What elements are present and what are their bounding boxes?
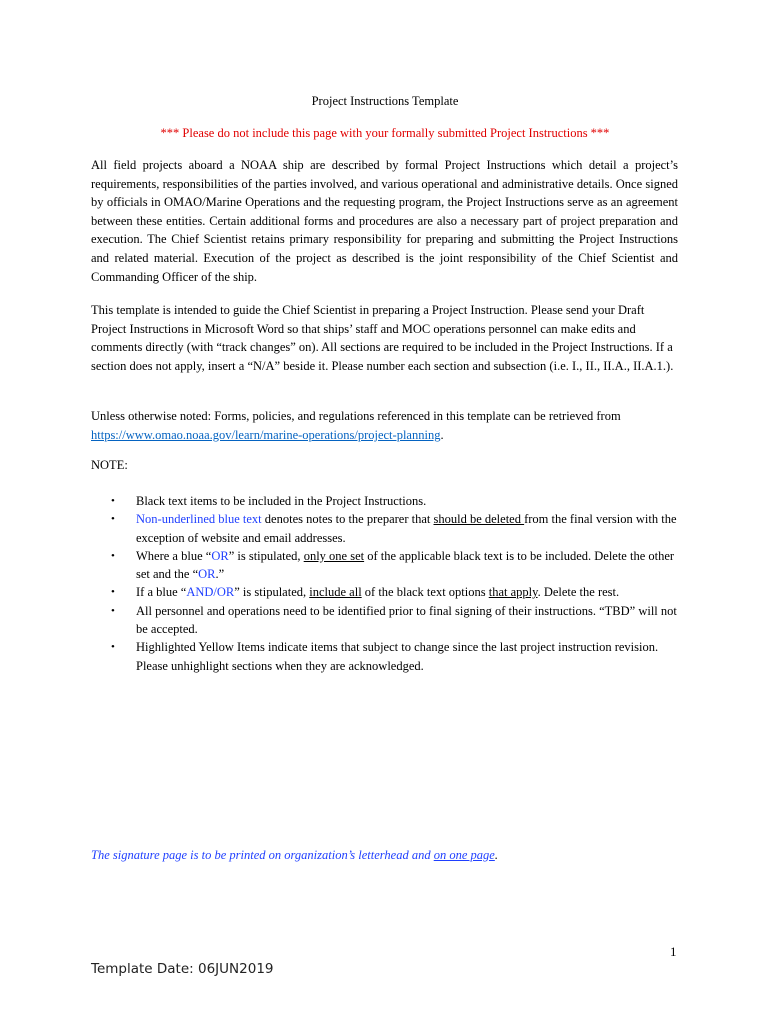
underlined-text: should be deleted [433, 512, 525, 527]
list-item [91, 547, 681, 584]
list-item [91, 602, 681, 639]
bullet-icon: • [111, 495, 115, 507]
blue-text-sample: Non-underlined blue text [136, 512, 262, 527]
underlined-text: that apply [488, 585, 538, 600]
note-list [91, 492, 681, 675]
signature-note-end: . [494, 848, 498, 862]
bullet-text: denotes notes to the preparer that [261, 512, 434, 527]
bullet-text: ” is stipulated, [234, 585, 310, 600]
underlined-text: only one set [303, 548, 365, 563]
bullet-text: All personnel and operations need to be identified prior to final signing of their instructions. “TBD” will not be accepted. [136, 603, 677, 637]
underlined-text: on one page [433, 848, 495, 862]
bullet-text: ” is stipulated, [228, 548, 304, 563]
list-item [91, 510, 681, 547]
forms-reference-paragraph [91, 407, 678, 444]
list-item [91, 583, 681, 601]
bullet-text: Where a blue “ [136, 548, 212, 563]
bullet-text: .” [215, 567, 225, 582]
bullet-text: from the final version with the exception of website and email addresses. [136, 512, 677, 545]
underlined-text: include all [309, 585, 362, 600]
page-title: Project Instructions Template [311, 94, 459, 108]
note-label: NOTE: [91, 458, 128, 472]
bullet-icon: • [111, 641, 115, 654]
template-date-footer: Template Date: 06JUN2019 [91, 961, 274, 977]
intro-paragraph: All field projects aboard a NOAA ship are described by formal Project Instructions which detail a project’s requirements, responsibilities of the parties involved, and various operational and administrative details. Once signed by officials in OMAO/Marine Operations and the requesting program, the Project Instructions serve as an agreement between these entities. Certain additional forms and procedures are also a necessary part of project preparation and execution. The Chief Scientist retains primary responsibility for preparing and submitting the Project Instructions and related material. Execution of the project as described is the joint responsibility of the Chief Scientist and Commanding Officer of the ship. [91, 158, 678, 284]
forms-reference-end: . [440, 427, 444, 442]
list-item [91, 492, 681, 510]
page-number: 1 [670, 944, 677, 959]
and-or-keyword: AND/OR [186, 585, 235, 600]
bullet-text: If a blue “ [136, 585, 187, 600]
signature-note-text: The signature page is to be printed on organization’s letterhead and [91, 848, 434, 862]
bullet-text: Highlighted Yellow Items indicate items that subject to change since the last project instruction revision. Please unhighlight sections when they are acknowledged. [136, 640, 659, 673]
bullet-text: . Delete the rest. [537, 585, 620, 600]
or-keyword: OR [211, 548, 229, 563]
bullet-icon: • [111, 549, 115, 562]
template-guidance-paragraph: This template is intended to guide the Chief Scientist in preparing a Project Instruction. Please send your Draft Project Instructions in Microsoft Word so that ships’ staff and MOC operations personnel can make edits and comments directly (with “track changes” on). All sections are required to be included in the Project Instructions. If a section does not apply, insert a “N/A” beside it. Please number each section and subsection (i.e. I., II., II.A., II.A.1.). [91, 303, 674, 373]
bullet-icon: • [111, 586, 115, 599]
bullet-text: of the black text options [361, 585, 489, 600]
bullet-icon: • [111, 604, 115, 617]
signature-page-note [91, 848, 498, 863]
warning-note: *** Please do not include this page with your formally submitted Project Instructions *** [160, 126, 610, 140]
bullet-text: Black text items to be included in the Project Instructions. [136, 494, 427, 508]
or-keyword: OR [198, 567, 216, 582]
bullet-icon: • [111, 513, 115, 526]
project-planning-link[interactable]: https://www.omao.noaa.gov/learn/marine-operations/project-planning [91, 427, 441, 442]
forms-reference-text: Unless otherwise noted: Forms, policies, and regulations referenced in this template can be retrieved from [91, 409, 621, 423]
list-item [91, 638, 681, 675]
bullet-text: of the applicable black text is to be included. Delete the other set and the “ [136, 548, 675, 582]
